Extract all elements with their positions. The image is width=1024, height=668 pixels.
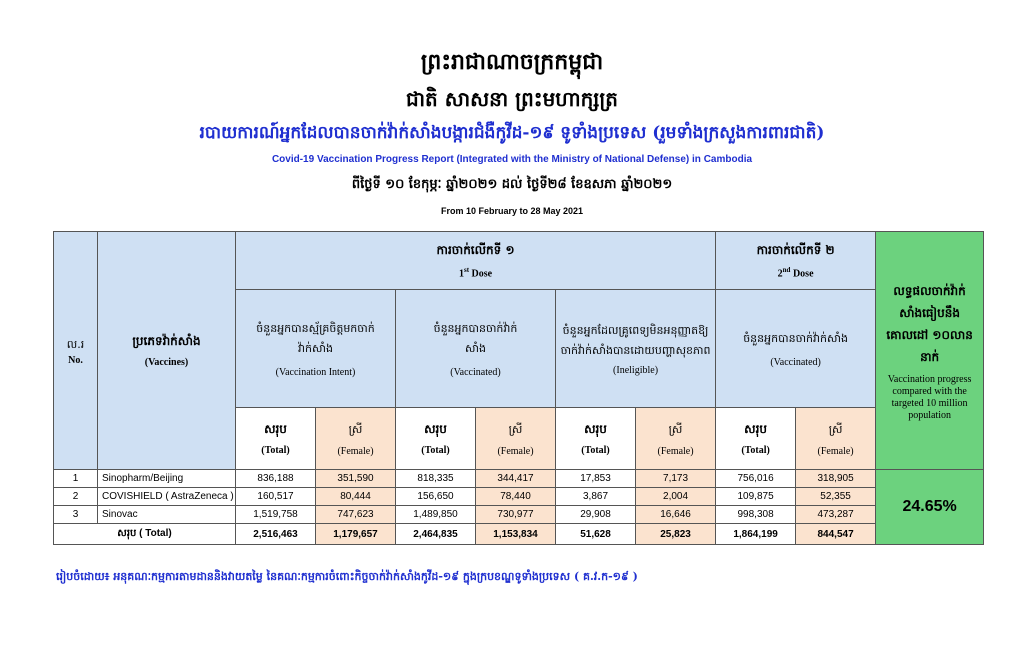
- date-range-en: From 10 February to 28 May 2021: [440, 206, 584, 216]
- total-km: សរុប: [424, 422, 447, 436]
- progress-km: លទ្ធផលចាក់វ៉ាក់សាំងធៀបនឹងគោលដៅ ១០លាន នាក់: [886, 283, 973, 364]
- cell-intent-female: 80,444: [316, 488, 396, 506]
- col-no-en: No.: [68, 355, 83, 366]
- total-dose2: 1,864,199: [716, 524, 796, 545]
- cell-vaccinated-total: 818,335: [396, 470, 476, 488]
- row-no: 2: [54, 488, 98, 506]
- progress-header: [876, 232, 984, 470]
- vaccination-table: [53, 231, 984, 545]
- col-vaccine-en: (Vaccines): [144, 357, 189, 368]
- motto: ជាតិ សាសនា ព្រះមហាក្សត្រ: [406, 87, 618, 111]
- total-row-label: សរុប ( Total): [54, 524, 236, 545]
- female-km: ស្រី: [828, 423, 843, 436]
- dose2-sup: nd: [782, 265, 791, 274]
- row-no: 1: [54, 470, 98, 488]
- ineligible-km: ចំនួនអ្នកដែលគ្រូពេទ្យមិនអនុញ្ញាតឱ្យចាក់វ៉ាក់សាំងបានដោយបញ្ហាសុខភាព: [560, 324, 711, 357]
- female-col-header: [636, 408, 716, 470]
- table-row: [54, 488, 984, 506]
- total-en: (Total): [261, 445, 290, 456]
- table-row: [54, 470, 984, 488]
- female-col-header: [796, 408, 876, 470]
- total-intent: 2,516,463: [236, 524, 316, 545]
- cell-intent-total: 160,517: [236, 488, 316, 506]
- cell-vaccinated-female: 730,977: [476, 506, 556, 524]
- total-dose2-female: 844,547: [796, 524, 876, 545]
- dose2-header: [716, 232, 876, 290]
- total-col-header: [396, 408, 476, 470]
- female-km: ស្រី: [348, 423, 363, 436]
- vaccinated-km: ចំនួនអ្នកបានចាក់វ៉ាក់សាំង: [433, 322, 518, 355]
- cell-intent-female: 747,623: [316, 506, 396, 524]
- dose2-km: ការចាក់លើកទី ២: [756, 242, 835, 257]
- row-vaccine-name: Sinopharm/Beijing: [98, 470, 236, 488]
- vaccinated-header: [396, 290, 556, 408]
- cell-vaccinated-total: 1,489,850: [396, 506, 476, 524]
- female-en: (Female): [817, 446, 854, 457]
- intent-header: [236, 290, 396, 408]
- total-ineligible: 51,628: [556, 524, 636, 545]
- intent-km: ចំនួនអ្នកបានស្ម័គ្រចិត្តមកចាក់វ៉ាក់សាំង: [256, 322, 375, 355]
- total-col-header: [236, 408, 316, 470]
- intent-en: (Vaccination Intent): [275, 367, 356, 378]
- vaccinated2-en: (Vaccinated): [770, 357, 821, 368]
- dose2-en: [716, 266, 875, 279]
- table-row: [54, 506, 984, 524]
- total-en: (Total): [741, 445, 770, 456]
- total-col-header: [716, 408, 796, 470]
- dose2-num: 2: [777, 268, 783, 280]
- prepared-by-note: រៀបចំដោយ៖ អនុគណៈកម្មការតាមដាននិងវាយតម្លៃ នៃគណៈកម្មការចំពោះកិច្ចចាក់វ៉ាក់សាំងកូវីដ-១៩ ក្នុងក្របខណ្ឌទូទាំងប្រទេស ( គ.វ.ក-១៩ ): [56, 570, 638, 583]
- total-en: (Total): [581, 445, 610, 456]
- report-title-en: Covid-19 Vaccination Progress Report (Integrated with the Ministry of National Defense) in Cambodia: [271, 154, 753, 165]
- total-intent-female: 1,179,657: [316, 524, 396, 545]
- progress-value-cell: [876, 470, 984, 545]
- female-en: (Female): [497, 446, 534, 457]
- total-en: (Total): [421, 445, 450, 456]
- col-vaccine-header: [98, 232, 236, 470]
- cell-dose2-total: 998,308: [716, 506, 796, 524]
- total-km: សរុប: [264, 422, 287, 436]
- row-vaccine-name: COVISHIELD ( AstraZeneca ): [98, 488, 236, 506]
- cell-ineligible-total: 17,853: [556, 470, 636, 488]
- cell-dose2-female: 52,355: [796, 488, 876, 506]
- dose1-sup: st: [463, 265, 470, 274]
- cell-intent-total: 836,188: [236, 470, 316, 488]
- row-vaccine-name: Sinovac: [98, 506, 236, 524]
- dose1-num: 1: [458, 268, 464, 280]
- vaccinated2-km: ចំនួនអ្នកបានចាក់វ៉ាក់សាំង: [743, 332, 848, 345]
- female-en: (Female): [337, 446, 374, 457]
- cell-vaccinated-female: 78,440: [476, 488, 556, 506]
- dose2-word: Dose: [790, 268, 814, 280]
- total-ineligible-female: 25,823: [636, 524, 716, 545]
- date-range-km: ពីថ្ងៃទី ១០ ខែកុម្ភៈ ឆ្នាំ២០២១ ដល់ ថ្ងៃទី២៨ ខែឧសភា ឆ្នាំ២០២១: [351, 177, 673, 192]
- cell-ineligible-female: 2,004: [636, 488, 716, 506]
- cell-dose2-female: 473,287: [796, 506, 876, 524]
- total-col-header: [556, 408, 636, 470]
- cell-intent-total: 1,519,758: [236, 506, 316, 524]
- vaccinated2-header: [716, 290, 876, 408]
- total-row: [54, 524, 984, 545]
- female-km: ស្រី: [668, 423, 683, 436]
- female-col-header: [476, 408, 556, 470]
- row-no: 3: [54, 506, 98, 524]
- total-km: សរុប: [584, 422, 607, 436]
- col-no-km: ល.រ: [66, 338, 85, 351]
- female-col-header: [316, 408, 396, 470]
- cell-vaccinated-female: 344,417: [476, 470, 556, 488]
- cell-dose2-female: 318,905: [796, 470, 876, 488]
- dose1-header: [236, 232, 716, 290]
- col-vaccine-km: ប្រភេទវ៉ាក់សាំង: [132, 334, 201, 348]
- kingdom-title: ព្រះរាជាណាចក្រកម្ពុជា: [420, 49, 604, 75]
- total-vaccinated: 2,464,835: [396, 524, 476, 545]
- dose1-en: [236, 266, 715, 279]
- cell-dose2-total: 756,016: [716, 470, 796, 488]
- total-vaccinated-female: 1,153,834: [476, 524, 556, 545]
- report-title-km: របាយការណ៍អ្នកដែលបានចាក់វ៉ាក់សាំងបង្ការជំងឺកូវីដ-១៩ ទូទាំងប្រទេស (រួមទាំងក្រសួងការពារជាតិ): [199, 123, 825, 143]
- cell-intent-female: 351,590: [316, 470, 396, 488]
- cell-ineligible-female: 16,646: [636, 506, 716, 524]
- cell-vaccinated-total: 156,650: [396, 488, 476, 506]
- dose1-km: ការចាក់លើកទី ១: [436, 242, 515, 257]
- progress-value: 24.65%: [902, 498, 957, 515]
- ineligible-en: (Ineligible): [613, 365, 659, 376]
- cell-ineligible-female: 7,173: [636, 470, 716, 488]
- col-no-header: [54, 232, 98, 470]
- ineligible-header: [556, 290, 716, 408]
- dose1-word: Dose: [469, 268, 493, 280]
- cell-ineligible-total: 29,908: [556, 506, 636, 524]
- total-km: សរុប: [744, 422, 767, 436]
- cell-ineligible-total: 3,867: [556, 488, 636, 506]
- female-en: (Female): [657, 446, 694, 457]
- cell-dose2-total: 109,875: [716, 488, 796, 506]
- vaccinated-en: (Vaccinated): [450, 367, 501, 378]
- female-km: ស្រី: [508, 423, 523, 436]
- progress-en: Vaccination progress compared with the targeted 10 million population: [887, 373, 972, 421]
